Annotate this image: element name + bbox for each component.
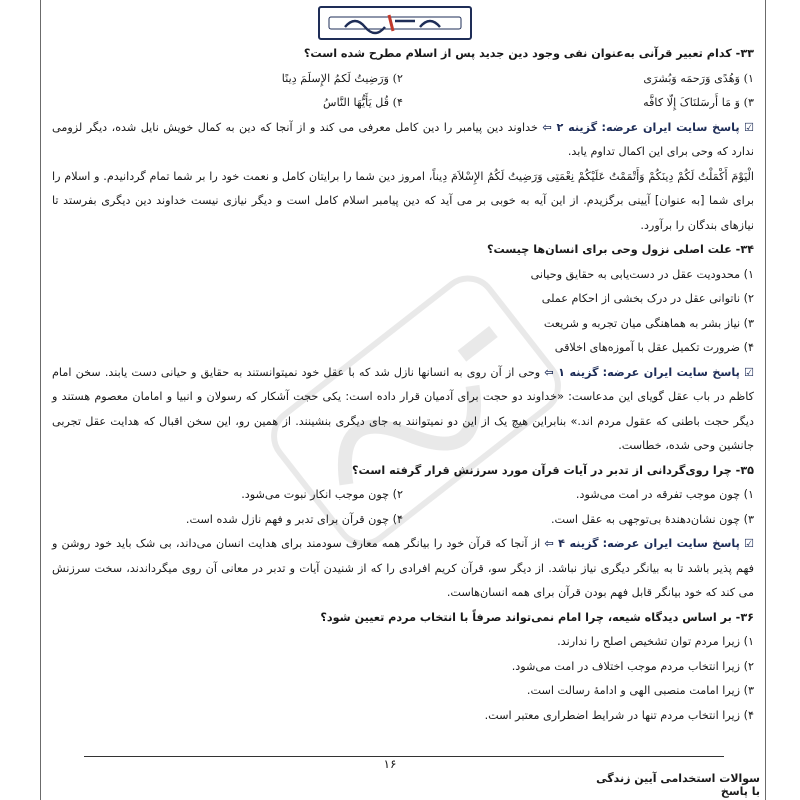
checkbox-icon: ☑ <box>743 365 754 379</box>
answer-choice: گزینه ۴ ⇦ <box>544 537 599 550</box>
question-33-options-row-2 <box>52 91 754 116</box>
question-35-options-row-1 <box>52 483 754 508</box>
question-34-option-4: ۴) ضرورت تکمیل عقل با آموزه‌های اخلاقی <box>554 341 754 354</box>
answer-label: پاسخ سایت ایران عرضه: <box>601 120 740 134</box>
page-number: ۱۶ <box>383 757 397 771</box>
question-35-option-2: ۲) چون موجب انکار نبوت می‌شود. <box>241 488 403 501</box>
question-33-option-1: ۱) وَهُدًی وَرَحمَه وَبُشرَی <box>643 71 754 85</box>
question-33-option-2: ۲) وَرَضِیتُ لَکمُ الإِسلَمَ دِینًا <box>281 71 403 85</box>
question-36-option-2: ۲) زیرا انتخاب مردم موجب اختلاف در امت می‌شود. <box>511 659 754 673</box>
question-35-option-1: ۱) چون موجب تفرقه در امت می‌شود. <box>575 488 754 501</box>
answer-label: پاسخ سایت ایران عرضه: <box>602 537 740 550</box>
question-36-option-4: ۴) زیرا انتخاب مردم تنها در شرایط اضطراری معتبر است. <box>484 708 754 722</box>
question-33-option-3: ۳) وَ مَا أَرسَلنَاکَ إِلّا کافَّه <box>643 96 754 109</box>
question-36-option-3: ۳) زیرا امامت منصبی الهی و ادامهٔ رسالت است. <box>526 684 754 697</box>
answer-text: وحی از آن روی به انسانها نازل شد که با عقل خود نمیتوانستند به حقایق و حیانی دست یابند. سخن امام کاظم در باب عقل گویای این مدعاست: «خداوند دو حجت برای آدمیان قرار داده است: یکی حجت آشکار که رسولان و انبیا و امامان معصوم هستند و دیگر حجت باطنی که عقول مردم اند.» بنابراین هیچ یک از این دو نمیتوانند به جای دیگری بنشینند. از همین رو، این سخن اقبال که هدایت عقل تجربی جانشین وحی شده، خطاست. <box>52 365 754 452</box>
question-34-option-1: ۱) محدودیت عقل در دست‌یابی به حقایق وحیانی <box>530 267 754 281</box>
answer-choice: گزینه ۱ ⇦ <box>544 365 599 379</box>
question-34-answer <box>52 361 754 459</box>
answer-label: پاسخ سایت ایران عرضه: <box>602 365 740 379</box>
answer-text: از آنجا که قرآن خود را بیانگر همه معارف سودمند برای هدایت انسان می‌داند، بی شک باید خود روشن و فهم پذیر باشد تا به بیانگر دیگری نیاز نباشد. از دیگر سو، قرآن کریم افرادی را که از شنیدن آیات و تدبر در معانی آن روی میگرداندند، سخت سرزنش می کند که خود بیانگر قابل فهم بودن قرآن برای همه انسان‌هاست. <box>52 537 754 599</box>
brand-logo <box>318 6 472 40</box>
question-35-options-row-2 <box>52 508 754 533</box>
question-33-options-row-1 <box>52 67 754 92</box>
question-33-answer <box>52 116 754 165</box>
question-35: ۳۵- چرا روی‌گردانی از تدبر در آیات قرآن مورد سرزنش قرار گرفته است؟ <box>352 463 754 477</box>
question-36-option-1: ۱) زیرا مردم توان تشخیص اصلح را ندارند. <box>557 635 754 648</box>
question-33: ۳۳- کدام تعبیر قرآنی به‌عنوان نفی وجود دین جدید پس از اسلام مطرح شده است؟ <box>303 47 754 60</box>
question-35-option-4: ۴) چون قرآن برای تدبر و فهم نازل شده است. <box>185 512 403 526</box>
question-36: ۳۶- بر اساس دیدگاه شیعه، چرا امام نمی‌تواند صرفاً با انتخاب مردم تعیین شود؟ <box>320 610 754 624</box>
footer-title: سوالات استخدامی آیین زندگی با پاسخ <box>596 772 760 798</box>
document-body <box>52 42 754 728</box>
answer-text: خداوند دین پیامبر را دین کامل معرفی می کند و از آنجا که دین به کمال خویش نایل شده، دیگر لزومی ندارد که وحی برای این اکمال تداوم یابد. <box>52 120 754 158</box>
question-35-answer <box>52 532 754 606</box>
checkbox-icon: ☑ <box>743 120 754 134</box>
brand-logo-mark <box>325 11 465 35</box>
question-34: ۳۴- علت اصلی نزول وحی برای انسان‌ها چیست؟ <box>486 243 754 256</box>
question-34-option-2: ۲) ناتوانی عقل در درک بخشی از احکام عملی <box>541 292 754 305</box>
question-34-option-3: ۳) نیاز بشر به هماهنگی میان تجربه و شریعت <box>543 316 754 330</box>
answer-choice: گزینه ۲ ⇦ <box>542 120 598 134</box>
checkbox-icon: ☑ <box>743 537 754 550</box>
question-33-answer-verse: الْیَوْمَ أَکْمَلْتُ لَکُمْ دِینَکُمْ وَأَتْمَمْتُ عَلَیْکُمْ نِعْمَتِی وَرَضِیتُ لَکُمُ الإِسْلاَمَ دِیناً، امروز دین شما را برایتان کامل و نعمت خود را بر شما تمام گردانیدم. و اسلام را برای شما [به عنوان] آیینی برگزیدم. از این آیه به خوبی بر می آید که دین پیامبر اسلام کامل است و دیگر نیازی نیست خداوند دین دیگری بفرستد تا نیازهای بندگان را برآورد. <box>52 169 754 232</box>
question-33-option-4: ۴) قُل یَأَیُّهَا النَّاسُ <box>322 96 403 109</box>
question-35-option-3: ۳) چون نشان‌دهندهٔ بی‌توجهی به عقل است. <box>550 512 754 526</box>
